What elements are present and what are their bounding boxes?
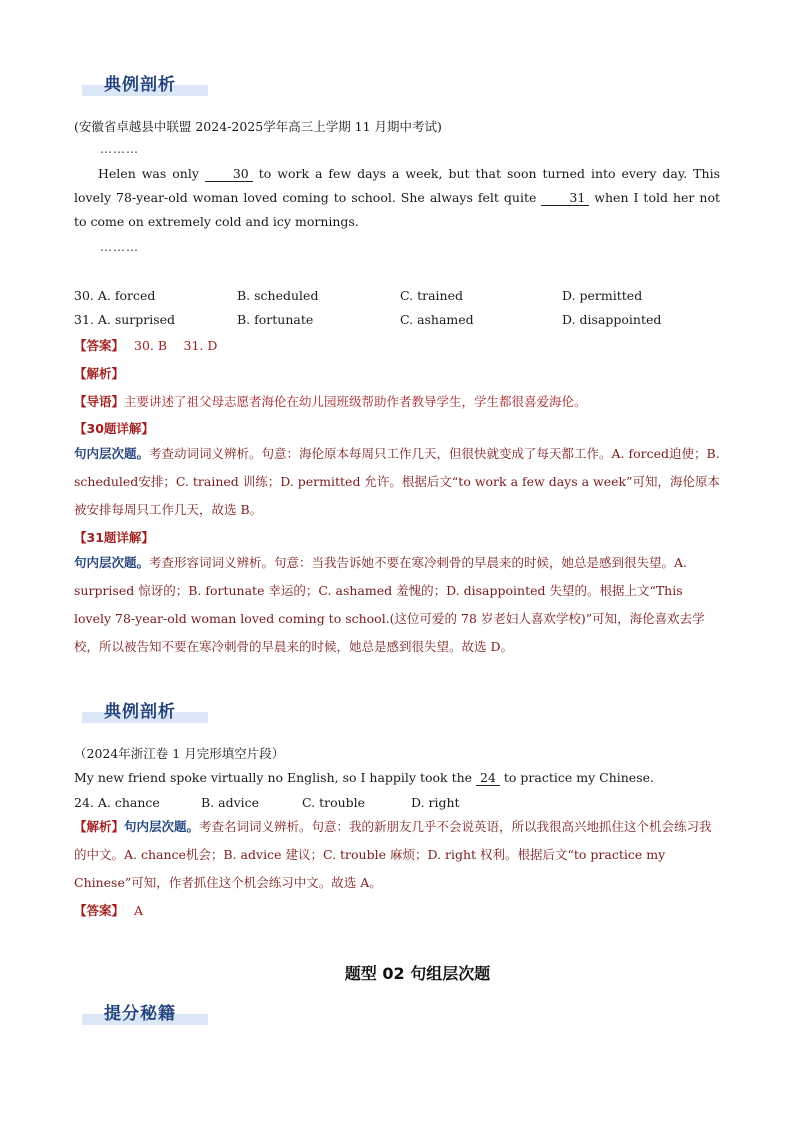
guide-line (74, 392, 587, 410)
blank-24: 24 (476, 771, 500, 786)
source-citation-2: （2024年浙江卷 1 月完形填空片段） (74, 746, 285, 761)
q31-option-b: B. fortunate (237, 312, 314, 327)
q31-option-c: C. ashamed (400, 312, 474, 327)
q31-option-a: 31. A. surprised (74, 312, 176, 327)
ellipsis-top: ……… (100, 142, 139, 156)
banner-title: 提分秘籍 (104, 1004, 176, 1024)
analysis-label: 【解析】 (74, 366, 125, 381)
example-sentence: My new friend spoke virtually no English, so I happily took the 24 to practice my Chinese. (74, 770, 654, 785)
q31-keyword: 句内层次题。 (74, 555, 150, 570)
q31-detail-label: 【31题详解】 (74, 530, 154, 545)
answer-label: 【答案】 (74, 338, 125, 353)
q30-option-d: D. permitted (562, 288, 643, 303)
section-banner-2 (82, 697, 212, 723)
answer-value: A (134, 903, 144, 918)
section-title: 题型 02 句组层次题 (344, 964, 491, 983)
section-banner-3 (82, 999, 212, 1025)
analysis-label: 【解析】 (74, 819, 125, 834)
answer-value: 30. B 31. D (134, 338, 218, 353)
q24-keyword: 句内层次题。 (124, 819, 200, 834)
source-citation-1: (安徽省卓越县中联盟 2024-2025学年高三上学期 11 月期中考试) (74, 119, 442, 134)
q30-detail-label: 【30题详解】 (74, 421, 154, 436)
guide-text: 主要讲述了祖父母志愿者海伦在幼儿园班级帮助作者教导学生，学生都很喜爱海伦。 (124, 394, 587, 409)
section-banner-1 (82, 70, 212, 96)
guide-label: 【导语】 (74, 394, 125, 409)
q24-analysis: 【解析】句内层次题。考查名词词义辨析。句意：我的新朋友几乎不会说英语，所以我很高兴地抓住这个机会练习我的中文。A. chance机会；B. advice 建议；C. trouble 麻烦；D. right 权利。根据后文“to practice my Chinese”可知，作者抓住这个机会练习中文。故选 A。 (74, 819, 712, 890)
q24-option-c: C. trouble (302, 795, 366, 810)
q30-keyword: 句内层次题。 (74, 446, 150, 461)
answer-line-1 (74, 336, 217, 354)
ellipsis-bottom: ……… (100, 240, 139, 254)
q31-detail-text: 句内层次题。考查形容词词义辨析。句意：当我告诉她不要在寒冷刺骨的早晨来的时候，她总是感到很失望。A. surprised 惊讶的；B. fortunate 幸运的；C. ashamed 羞愧的；D. disappointed 失望的。根据上文“This lovely 78-year-old woman loved coming to school.(这位可爱的 78 岁老妇人喜欢学校)”可知，海伦喜欢去学校，所以被告知不要在寒冷刺骨的早晨来的时候，她总是感到很失望。故选 D。 (74, 555, 705, 654)
blank-31: 31 (541, 191, 589, 206)
q30-option-c: C. trained (400, 288, 463, 303)
q31-option-d: D. disappointed (562, 312, 662, 327)
q24-option-d: D. right (411, 795, 460, 810)
q30-option-a: 30. A. forced (74, 288, 156, 303)
q30-option-b: B. scheduled (237, 288, 319, 303)
q24-option-b: B. advice (201, 795, 260, 810)
answer-label: 【答案】 (74, 903, 125, 918)
passage-paragraph: Helen was only 30 to work a few days a week, but that soon turned into every day. This lovely 78-year-old woman loved coming to school. She always felt quite 31 when I told her not to come on extremely cold and icy mornings. (74, 166, 720, 229)
banner-title: 典例剖析 (104, 75, 176, 95)
q30-detail-text: 句内层次题。考查动词词义辨析。句意：海伦原本每周只工作几天，但很快就变成了每天都工作。A. forced迫使；B. scheduled安排；C. trained 训练；D. permitted 允许。根据后文“to work a few days a week”可知，海伦原本被安排每周只工作几天，故选 B。 (74, 446, 720, 517)
blank-30: 30 (205, 167, 253, 182)
banner-title: 典例剖析 (104, 702, 176, 722)
q24-option-a: 24. A. chance (74, 795, 160, 810)
answer-line-2 (74, 901, 143, 919)
